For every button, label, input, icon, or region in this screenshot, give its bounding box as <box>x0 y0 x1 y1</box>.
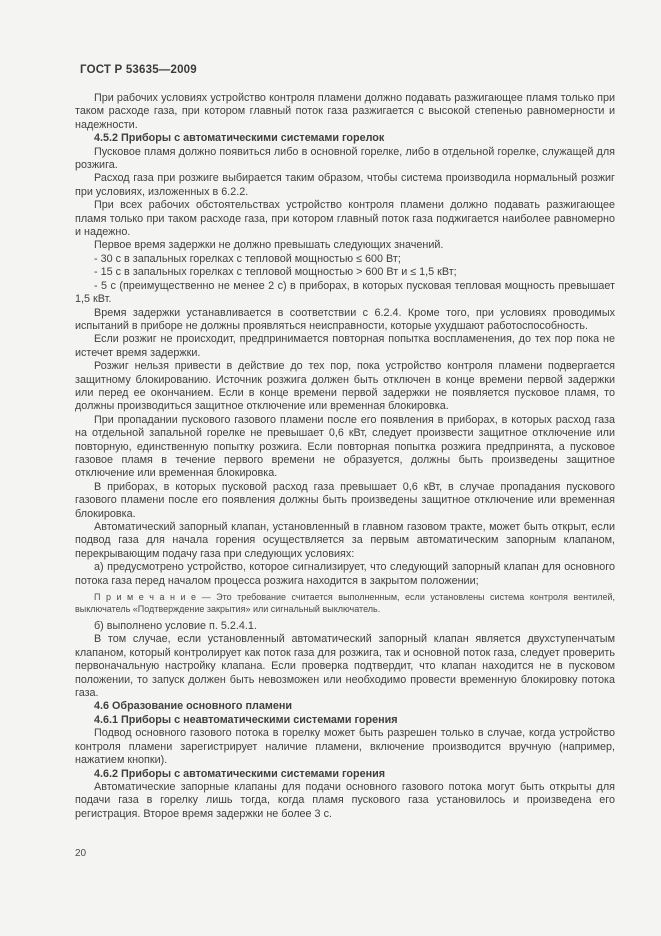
paragraph: Автоматические запорные клапаны для подачи основного газового потока могут быть открыты для подачи газа в горелку лишь тогда, когда пламя пускового газа установилось и произведена его регистрация. Второе время задержки не более 3 с. <box>75 780 615 820</box>
paragraph: При пропадании пускового газового пламени после его появления в приборах, в которых расход газа на отдельной запальной горелке не превышает 0,6 кВт, следует произвести защитное отключение или повторную, единственную попытку розжига. Если повторная попытка розжига предпринята, а пусковое газовое пламя в течение первого времени не образуется, должны быть произведены защитное отключение или временная блокировка. <box>75 413 615 480</box>
paragraph: Расход газа при розжиге выбирается таким образом, чтобы система производила нормальный розжиг при условиях, изложенных в 6.2.2. <box>75 172 615 198</box>
paragraph: Автоматический запорный клапан, установленный в главном газовом тракте, может быть открыт, если подвод газа для начала горения осуществляется за первым автоматическим запорным клапаном, перекрывающим подачу газа при следующих условиях: <box>75 521 615 560</box>
list-item: - 15 с в запальных горелках с тепловой мощностью > 600 Вт и ≤ 1,5 кВт; <box>94 266 457 279</box>
page-number: 20 <box>75 848 87 859</box>
paragraph: Время задержки устанавливается в соответствии с 6.2.4. Кроме того, при условиях проводимых испытаний в приборе не должны проявляться неисправности, которые ухудшают работоспособность. <box>75 306 615 332</box>
paragraph: В приборах, в которых пусковой расход газа превышает 0,6 кВт, в случае пропадания пускового газового пламени после его появления должны быть произведены защитное отключение или временная блокировка. <box>75 480 615 520</box>
paragraph: Подвод основного газового потока в горелку может быть разрешен только в случае, когда устройство контроля пламени зарегистрирует наличие пламени, включение производится вручную (например, нажатием кнопки). <box>75 727 615 767</box>
paragraph: Розжиг нельзя привести в действие до тех пор, пока устройство контроля пламени подвергается защитному блокированию. Источник розжига должен быть отключен в конце времени первой задержки или перед ее окончанием. Если в конце времени первой задержки не появляется пусковое пламя, то должны производиться защитное отключение или временная блокировка. <box>75 360 615 413</box>
paragraph: Пусковое пламя должно появиться либо в основной горелке, либо в отдельной горелке, служащей для розжига. <box>75 145 615 172</box>
paragraph: При рабочих условиях устройство контроля пламени должно подавать разжигающее пламя только при таком расходе газа, при котором главный поток газа разжигается с высокой степенью равномерности и надежности. <box>75 92 615 131</box>
document-header-title: ГОСТ Р 53635—2009 <box>80 64 197 76</box>
paragraph: Первое время задержки не должно превышать следующих значений. <box>94 239 444 252</box>
list-item: - 30 с в запальных горелках с тепловой мощностью ≤ 600 Вт; <box>94 252 401 265</box>
document-body <box>75 92 615 821</box>
paragraph: При всех рабочих обстоятельствах устройство контроля пламени должно подавать разжигающее пламя только при таком расходе газа, при котором главный поток газа поджигается наиболее равномерно и надежно. <box>75 199 615 239</box>
paragraph: а) предусмотрено устройство, которое сигнализирует, что следующий запорный клапан для основного потока газа перед началом процесса розжига находится в закрытом положении; <box>75 561 615 587</box>
paragraph: Если розжиг не происходит, предпринимается повторная попытка воспламенения, до тех пор пока не истечет время задержки. <box>75 333 615 359</box>
section-heading: 4.5.2 Приборы с автоматическими системами горелок <box>94 132 385 145</box>
list-item: - 5 с (преимущественно не менее 2 с) в приборах, в которых пусковая тепловая мощность превышает 1,5 кВт. <box>75 279 615 306</box>
note: П р и м е ч а н и е — Это требование считается выполненным, если установлены система контроля вентилей, выключатель «Подтверждение закрытия» или сигнальный выключатель. <box>75 592 615 614</box>
paragraph: б) выполнено условие п. 5.2.4.1. <box>94 620 257 633</box>
section-heading: 4.6.2 Приборы с автоматическими системами горения <box>94 767 386 780</box>
paragraph: В том случае, если установленный автоматический запорный клапан является двухступенчатым клапаном, который контролирует как поток газа для розжига, так и основной поток газа, следует проверить первоначальную настройку клапана. Если проверка подтвердит, что клапан находится не в пусковом положении, то запуск должен быть невозможен или необходимо провести временную блокировку потока газа. <box>75 633 615 700</box>
section-heading: 4.6.1 Приборы с неавтоматическими системами горения <box>94 713 398 726</box>
section-heading: 4.6 Образование основного пламени <box>94 700 292 713</box>
